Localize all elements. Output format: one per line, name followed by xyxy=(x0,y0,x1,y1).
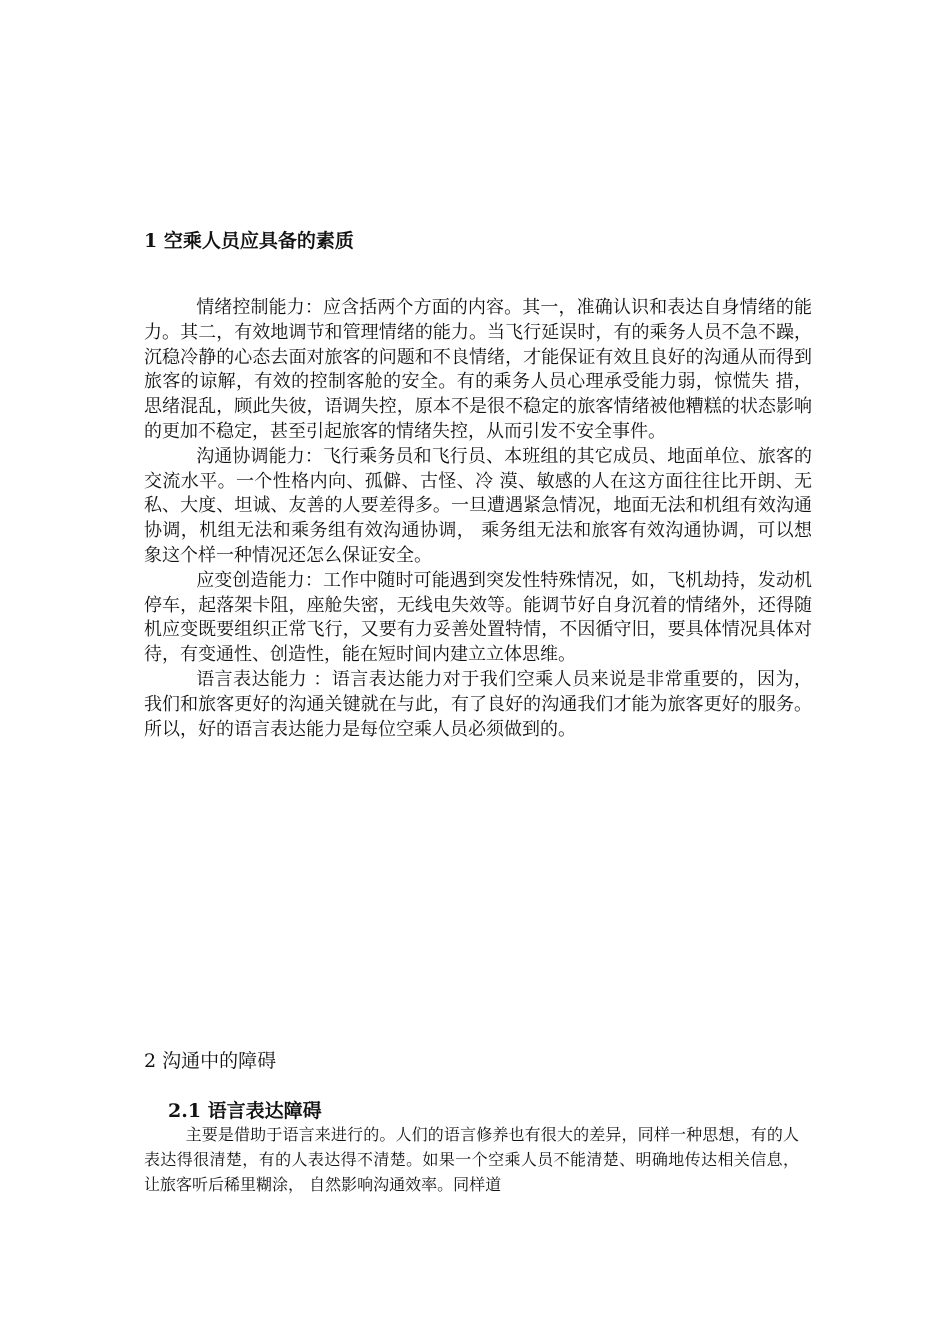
paragraph-emotion-control: 情绪控制能力：应含括两个方面的内容。其一，准确认识和表达自身情绪的能力。其二，有效地调节和管理情绪的能力。当飞行延误时，有的乘务人员不急不躁， 沉稳冷静的心态去面对旅客的问题和不良情绪，才能保证有效且良好的沟通从而得到旅客的谅解，有效的控制客舱的安全。有的乘务人员心理承受能力弱，惊慌失 措，思绪混乱，顾此失彼，语调失控，原本不是很不稳定的旅客情绪被他糟糕的状态影响的更加不稳定，甚至引起旅客的情绪失控，从而引发不安全事件。 xyxy=(144,297,812,442)
paragraph-language-expression: 语言表达能力 ：语言表达能力对于我们空乘人员来说是非常重要的，因为，我们和旅客更好的沟通关键就在与此，有了良好的沟通我们才能为旅客更好的服务。所以，好的语言表达能力是每位空乘人员必须做到的。 xyxy=(144,668,812,740)
subsection-2-1-heading: 2.1 语言表达障碍 xyxy=(168,1100,322,1122)
paragraph-adaptability: 应变创造能力：工作中随时可能遇到突发性特殊情况，如，飞机劫持，发动机停车，起落架卡阻，座舱失密，无线电失效等。能调节好自身沉着的情绪外，还得随 机应变既要组织正常飞行，又要有力妥善处置特情，不因循守旧，要具体情况具体对待，有变通性、创造性，能在短时间内建立立体思维。 xyxy=(144,569,812,666)
section-2-1-body xyxy=(144,1122,799,1197)
section-1-heading: 1 空乘人员应具备的素质 xyxy=(144,230,354,252)
paragraph-communication: 沟通协调能力：飞行乘务员和飞行员、本班组的其它成员、地面单位、旅客的交流水平。一个性格内向、孤僻、古怪、冷 漠、敏感的人在这方面往往比开朗、无私、大度、坦诚、友善的人要差得多。一旦遭遇紧急情况，地面无法和机组有效沟通协调，机组无法和乘务组有效沟通协调， 乘务组无法和旅客有效沟通协调，可以想象这个样一种情况还怎么保证安全。 xyxy=(144,445,812,566)
section-2-heading: 2 沟通中的障碍 xyxy=(144,1050,277,1072)
section-1-body xyxy=(144,296,812,742)
paragraph-language-barrier: 主要是借助于语言来进行的。人们的语言修养也有很大的差异，同样一种思想，有的人表达得很清楚，有的人表达得不清楚。如果一个空乘人员不能清楚、明确地传达相关信息，让旅客听后稀里糊涂， 自然影响沟通效率。同样道 xyxy=(144,1125,799,1194)
